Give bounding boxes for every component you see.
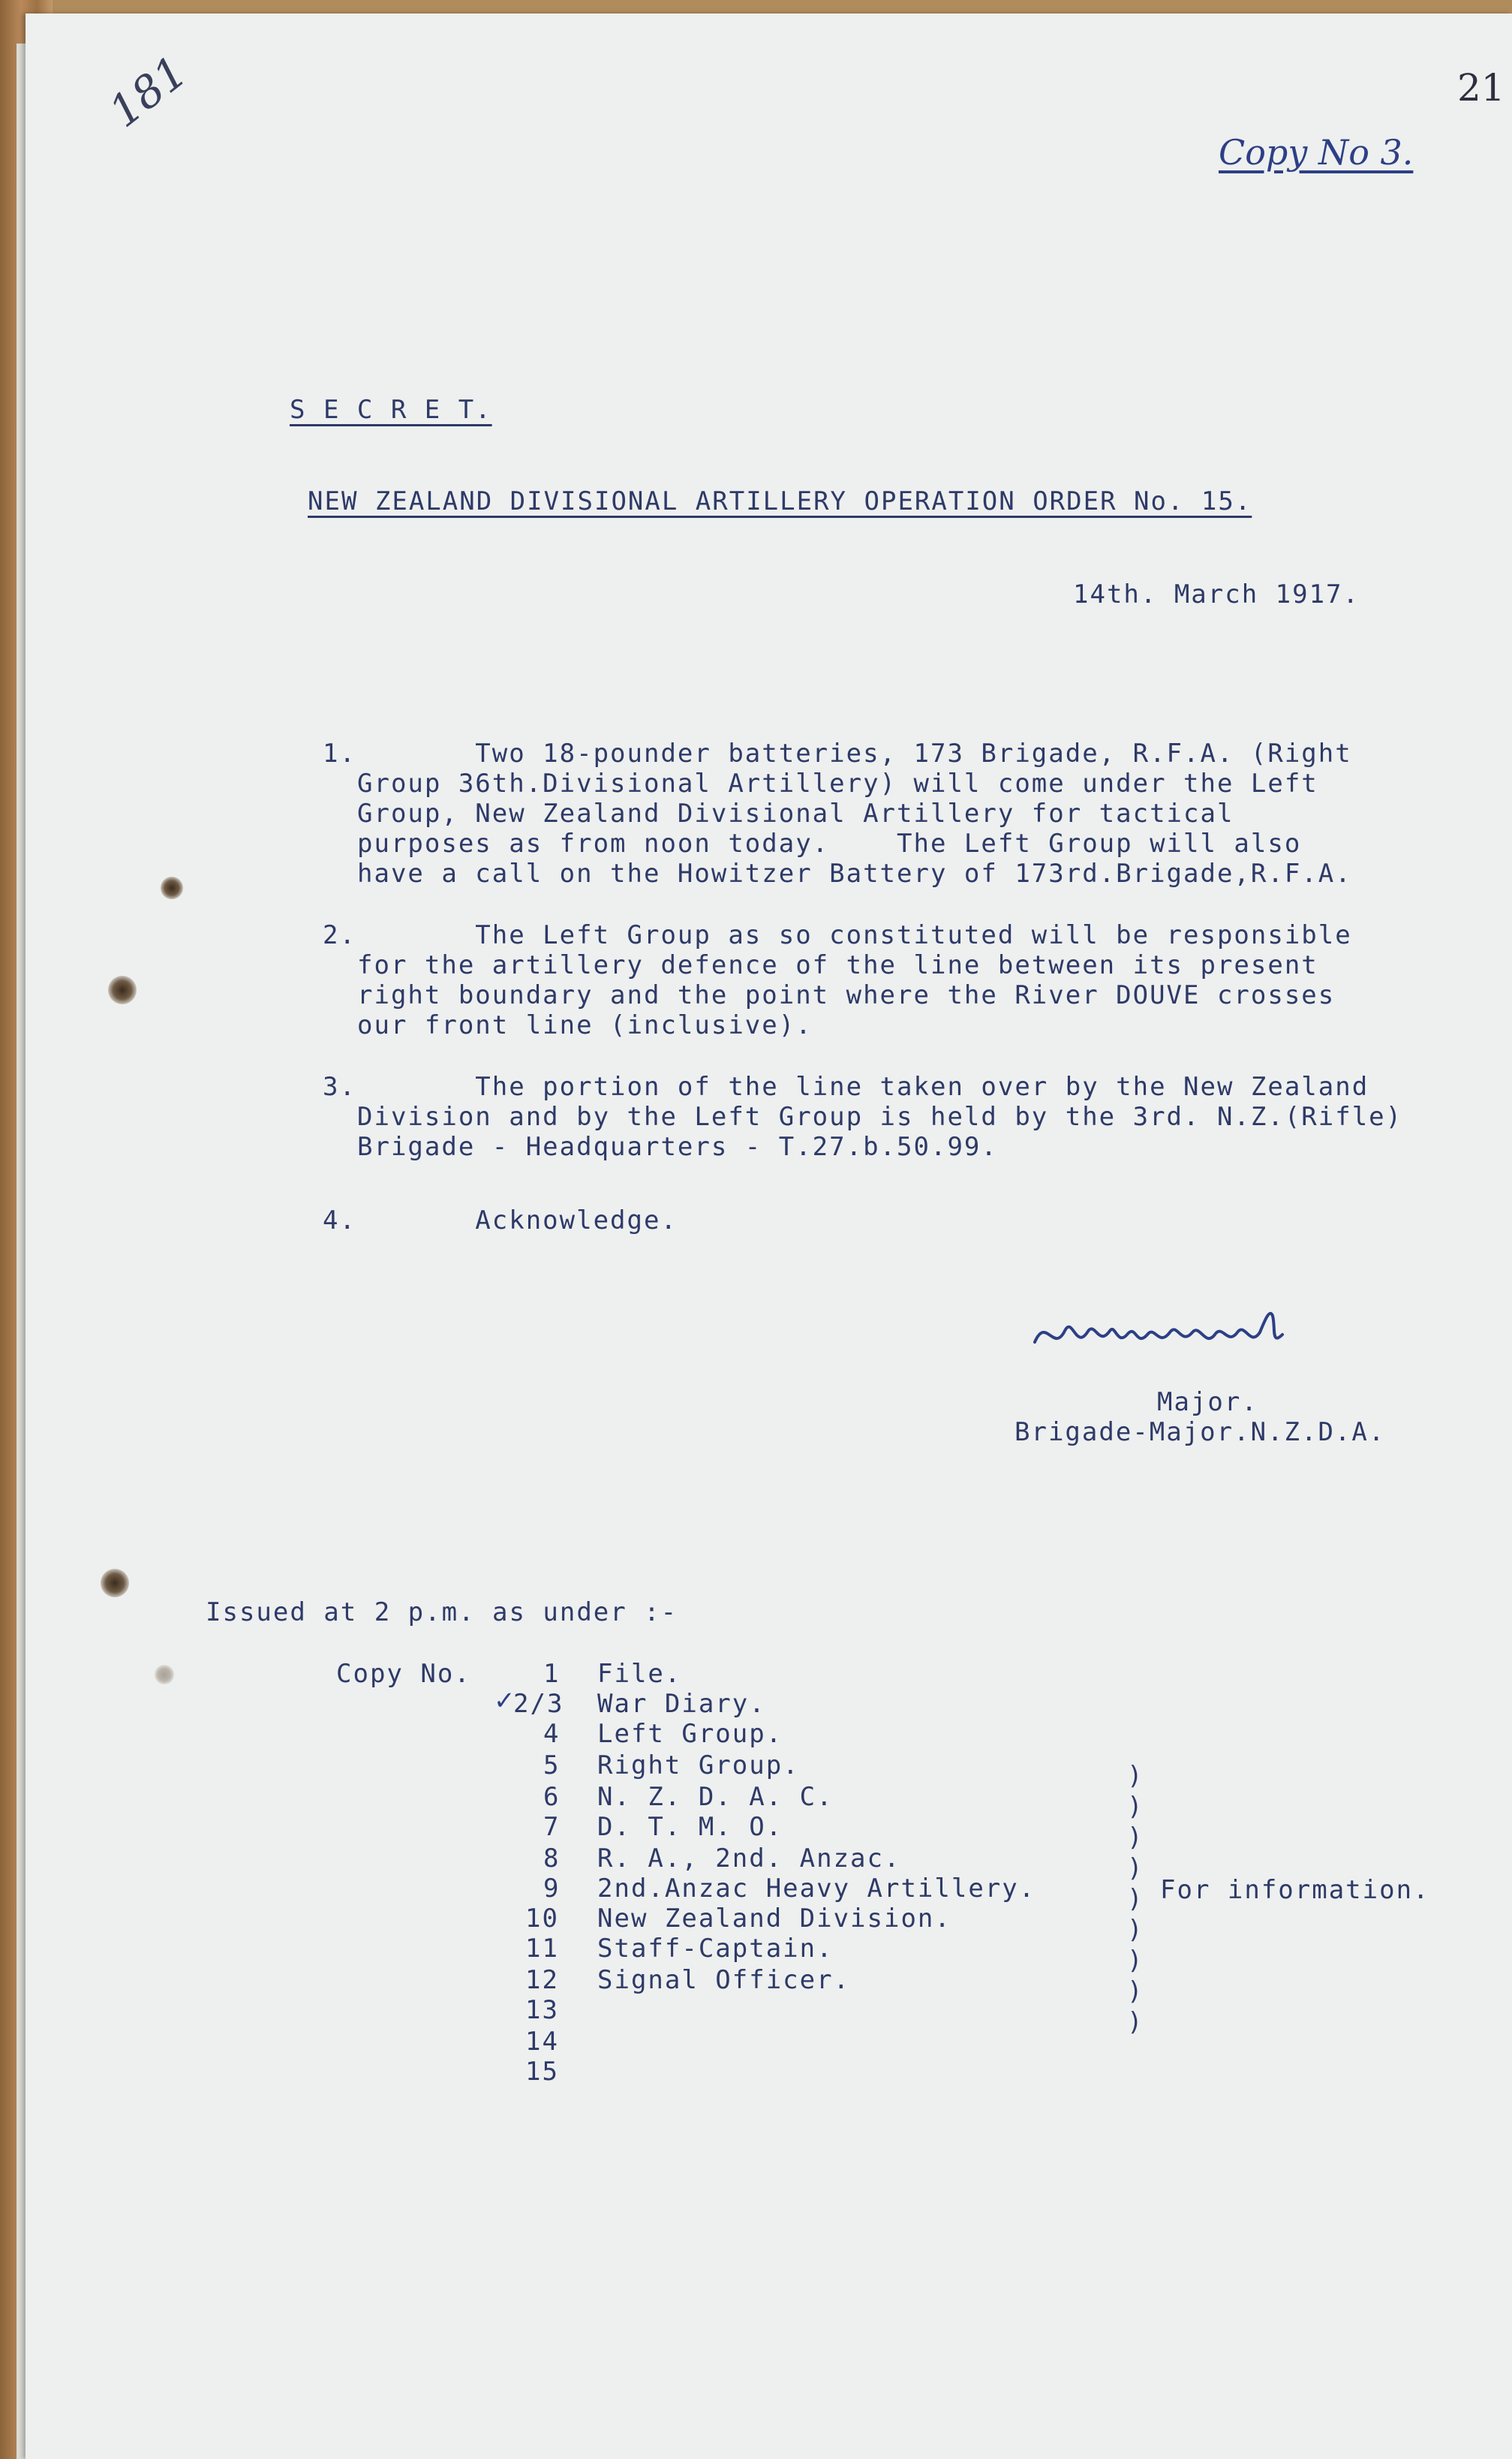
paragraph-line: Group, New Zealand Divisional Artillery for tactical — [357, 799, 1234, 829]
copy-no: 11 — [525, 1934, 559, 1964]
paragraph-line: our front line (inclusive). — [357, 1010, 813, 1040]
copy-recipient: D. T. M. O. — [597, 1812, 783, 1842]
paragraph-line: for the artillery defence of the line between its present — [357, 950, 1318, 980]
copy-recipient: Staff-Captain. — [597, 1934, 834, 1964]
issued-line: Issued at 2 p.m. as under :- — [206, 1597, 678, 1627]
paragraph-number: 1. — [323, 739, 356, 769]
paragraph-number: 3. — [323, 1072, 356, 1102]
copy-recipient: 2nd.Anzac Heavy Artillery. — [597, 1874, 1036, 1904]
copy-no: 1 — [543, 1659, 561, 1689]
paragraph-line: Brigade - Headquarters - T.27.b.50.99. — [357, 1132, 998, 1162]
punch-hole — [101, 1569, 129, 1597]
copy-no: 8 — [543, 1843, 561, 1874]
punch-hole — [155, 1665, 174, 1684]
copy-no: 10 — [525, 1904, 559, 1934]
paragraph-line: Two 18-pounder batteries, 173 Brigade, R.F.A. (Right — [357, 739, 1352, 769]
copy-no: 4 — [543, 1719, 561, 1749]
paragraph-line: Acknowledge. — [357, 1205, 678, 1236]
copy-recipient: Signal Officer. — [597, 1965, 851, 1995]
paragraph-line: Division and by the Left Group is held by the 3rd. N.Z.(Rifle) — [357, 1102, 1403, 1132]
copy-no: 5 — [543, 1750, 561, 1780]
copy-recipient: War Diary. — [597, 1689, 766, 1719]
paragraph-number: 4. — [323, 1205, 356, 1236]
document-page — [26, 14, 1512, 2459]
paragraph-line: The Left Group as so constituted will be responsible — [357, 920, 1352, 950]
copy-recipient: New Zealand Division. — [597, 1904, 951, 1934]
copy-no: 13 — [525, 1995, 559, 2025]
distribution-note: For information. — [1160, 1875, 1430, 1905]
copy-no: 9 — [543, 1874, 561, 1904]
copy-recipient: N. Z. D. A. C. — [597, 1782, 834, 1812]
folio-number-left: 181 — [99, 46, 197, 137]
paragraph-line: The portion of the line taken over by the New Zealand — [357, 1072, 1369, 1102]
copy-number-mark: Copy No 3. — [1219, 132, 1414, 173]
classification-heading: S E C R E T. — [290, 395, 492, 425]
order-date: 14th. March 1917. — [1073, 579, 1360, 609]
copy-recipient: File. — [597, 1659, 682, 1689]
paragraph-line: have a call on the Howitzer Battery of 173rd.Brigade,R.F.A. — [357, 859, 1352, 889]
paragraph-number: 2. — [323, 920, 356, 950]
handwritten-signature — [1031, 1301, 1331, 1368]
copy-no: 6 — [543, 1782, 561, 1812]
folio-number-right: 21 — [1457, 66, 1505, 110]
punch-hole — [108, 976, 137, 1004]
copy-recipient: R. A., 2nd. Anzac. — [597, 1843, 901, 1874]
order-title: NEW ZEALAND DIVISIONAL ARTILLERY OPERATION ORDER No. 15. — [308, 486, 1252, 516]
paragraph-line: Group 36th.Divisional Artillery) will come under the Left — [357, 769, 1318, 799]
copy-no: 15 — [525, 2057, 559, 2087]
signatory-title: Brigade-Major.N.Z.D.A. — [1015, 1417, 1386, 1447]
copy-recipient: Right Group. — [597, 1750, 800, 1780]
copy-label: Copy No. — [336, 1659, 471, 1689]
copy-no: 14 — [525, 2027, 559, 2057]
copy-no: 2/3 — [513, 1689, 564, 1719]
tick-mark: ✓ — [494, 1686, 516, 1716]
copy-no: 12 — [525, 1965, 559, 1995]
copy-no: 7 — [543, 1812, 561, 1842]
bracket-column: ) ) ) ) ) ) ) ) ) — [1127, 1761, 1143, 2037]
paragraph-line: purposes as from noon today. The Left Group will also — [357, 829, 1302, 859]
paragraph-line: right boundary and the point where the River DOUVE crosses — [357, 980, 1336, 1010]
punch-hole — [161, 877, 183, 899]
copy-recipient: Left Group. — [597, 1719, 783, 1749]
signatory-rank: Major. — [1157, 1387, 1258, 1417]
